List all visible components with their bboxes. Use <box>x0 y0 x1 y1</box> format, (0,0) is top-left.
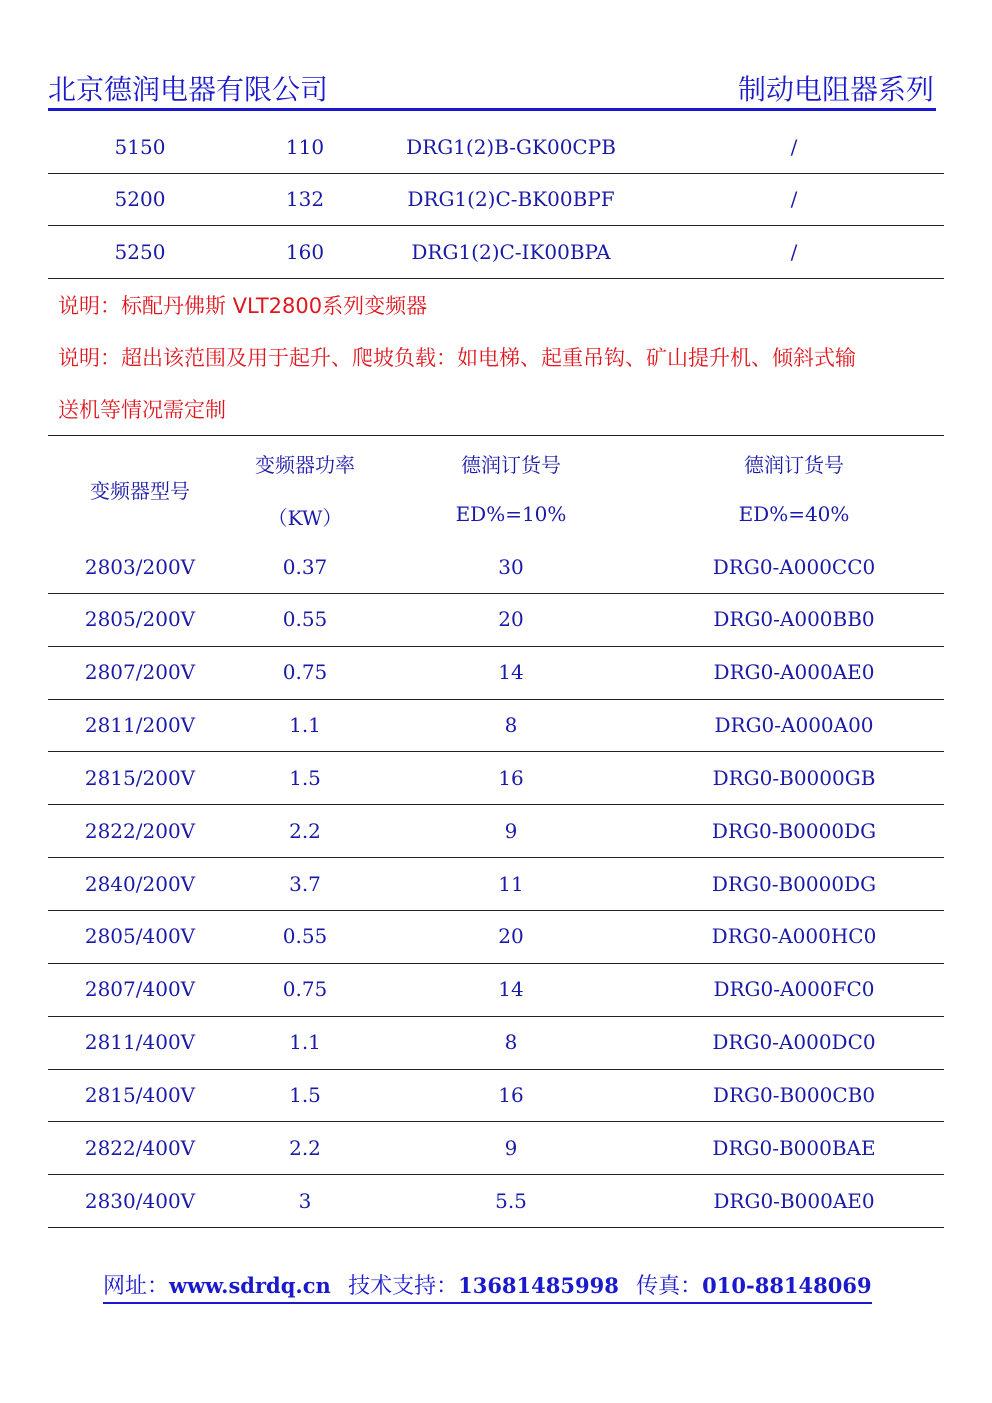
cell-order-10: 11 <box>498 871 524 896</box>
cell-order-40: DRG0-A000A00 <box>714 713 874 738</box>
table-row <box>48 857 944 910</box>
support-label: 技术支持： <box>348 1274 459 1299</box>
cell-power: 3 <box>298 1188 312 1213</box>
cell-model: 2803/200V <box>84 554 196 579</box>
cell-order-10: 20 <box>498 607 524 632</box>
header-ed-40: ED%=40% <box>738 502 850 526</box>
cell-order-40: DRG0-A000HC0 <box>711 924 877 949</box>
cell-power: 3.7 <box>289 871 321 896</box>
cell-order-40: DRG0-A000FC0 <box>713 977 875 1002</box>
cell-power: 132 <box>285 187 325 212</box>
table-row <box>48 1121 944 1174</box>
cell-power: 2.2 <box>289 1135 321 1160</box>
cell-model: 2840/200V <box>84 871 196 896</box>
note-custom-line2: 送机等情况需定制 <box>58 398 226 422</box>
support-phone: 13681485998 <box>458 1273 619 1298</box>
cell-order-40: DRG0-A000CC0 <box>712 554 876 579</box>
cell-power: 0.75 <box>282 977 328 1002</box>
table-row <box>48 699 944 752</box>
page-header <box>48 72 936 111</box>
cell-order-40: DRG0-B0000DG <box>711 818 877 843</box>
cell-order-10: DRG1(2)B-GK00CPB <box>406 134 616 159</box>
cell-power: 160 <box>285 239 325 264</box>
note-standard-drive: 说明：标配丹佛斯 VLT2800系列变频器 <box>58 294 428 318</box>
cell-model: 2807/200V <box>84 660 196 685</box>
cell-order-10: 20 <box>498 924 524 949</box>
cell-model: 2807/400V <box>84 977 196 1002</box>
cell-order-10: 30 <box>498 554 524 579</box>
cell-order-40: DRG0-B000CB0 <box>712 1083 876 1107</box>
table-row <box>48 963 944 1016</box>
cell-model: 2815/400V <box>84 1083 196 1107</box>
cell-order-10: 8 <box>504 713 518 738</box>
cell-power: 0.55 <box>282 607 328 632</box>
cell-power: 110 <box>285 134 325 159</box>
header-power: 变频器功率 <box>255 453 355 477</box>
table-rule <box>48 1227 944 1228</box>
cell-order-10: 9 <box>504 818 518 843</box>
table-row <box>48 804 944 857</box>
cell-power: 0.37 <box>282 554 328 579</box>
cell-order-10: 14 <box>498 977 524 1002</box>
cell-order-10: 5.5 <box>495 1188 527 1213</box>
table-row <box>48 540 944 593</box>
series-title: 制动电阻器系列 <box>737 73 934 106</box>
cell-order-10: DRG1(2)C-BK00BPF <box>407 187 615 212</box>
cell-order-40: DRG0-A000DC0 <box>712 1030 876 1055</box>
cell-order-40: DRG0-B000AE0 <box>713 1188 875 1213</box>
table-row <box>48 173 944 226</box>
website-label: 网址： <box>103 1274 170 1299</box>
table-row <box>48 225 944 278</box>
table-row <box>48 1016 944 1069</box>
cell-order-40: / <box>790 239 798 264</box>
table-row <box>48 1174 944 1227</box>
cell-power: 0.75 <box>282 660 328 685</box>
cell-order-40: DRG0-A000BB0 <box>713 607 875 632</box>
cell-order-40: DRG0-B0000DG <box>711 871 877 896</box>
cell-order-40: DRG0-B0000GB <box>712 765 876 790</box>
cell-model: 5200 <box>114 187 166 212</box>
contact-footer <box>103 1270 872 1304</box>
table-row <box>48 751 944 804</box>
cell-model: 2822/400V <box>84 1135 196 1160</box>
cell-model: 2830/400V <box>84 1188 196 1213</box>
cell-model: 5150 <box>114 134 166 159</box>
cell-model: 5250 <box>114 239 166 264</box>
header-power-unit: （KW） <box>267 506 343 530</box>
cell-power: 0.55 <box>282 924 328 949</box>
cell-model: 2822/200V <box>84 818 196 843</box>
company-name: 北京德润电器有限公司 <box>48 73 329 106</box>
fax-label: 传真： <box>636 1274 703 1299</box>
cell-order-40: DRG0-B000BAE <box>712 1135 876 1160</box>
website-link[interactable]: www.sdrdq.cn <box>169 1273 331 1298</box>
cell-model: 2811/200V <box>84 713 196 738</box>
cell-power: 1.1 <box>289 713 321 738</box>
table-row <box>48 646 944 699</box>
header-order-10: 德润订货号 <box>461 453 561 477</box>
cell-power: 1.5 <box>289 765 321 790</box>
cell-order-10: 8 <box>504 1030 518 1055</box>
header-model: 变频器型号 <box>90 479 190 503</box>
cell-power: 1.5 <box>289 1083 321 1107</box>
cell-order-40: DRG0-A000AE0 <box>713 660 875 685</box>
cell-power: 1.1 <box>289 1030 321 1055</box>
table-row <box>48 1069 944 1122</box>
cell-model: 2805/400V <box>84 924 196 949</box>
cell-order-40: / <box>790 187 798 212</box>
header-order-40: 德润订货号 <box>744 453 844 477</box>
cell-order-10: 14 <box>498 660 524 685</box>
table-row <box>48 910 944 963</box>
cell-power: 2.2 <box>289 818 321 843</box>
table-rule <box>48 278 944 279</box>
cell-model: 2811/400V <box>84 1030 196 1055</box>
cell-order-10: 9 <box>504 1135 518 1160</box>
cell-order-40: / <box>790 134 798 159</box>
cell-model: 2815/200V <box>84 765 196 790</box>
table-rule <box>48 435 944 436</box>
note-custom-line1: 说明：超出该范围及用于起升、爬坡负载：如电梯、起重吊钩、矿山提升机、倾斜式输 <box>58 346 856 370</box>
fax-number: 010-88148069 <box>702 1273 872 1298</box>
cell-order-10: 16 <box>498 765 524 790</box>
cell-order-10: 16 <box>498 1083 524 1107</box>
cell-model: 2805/200V <box>84 607 196 632</box>
table-row <box>48 593 944 646</box>
header-ed-10: ED%=10% <box>455 502 567 526</box>
cell-order-10: DRG1(2)C-IK00BPA <box>411 239 611 264</box>
table-row <box>48 120 944 173</box>
